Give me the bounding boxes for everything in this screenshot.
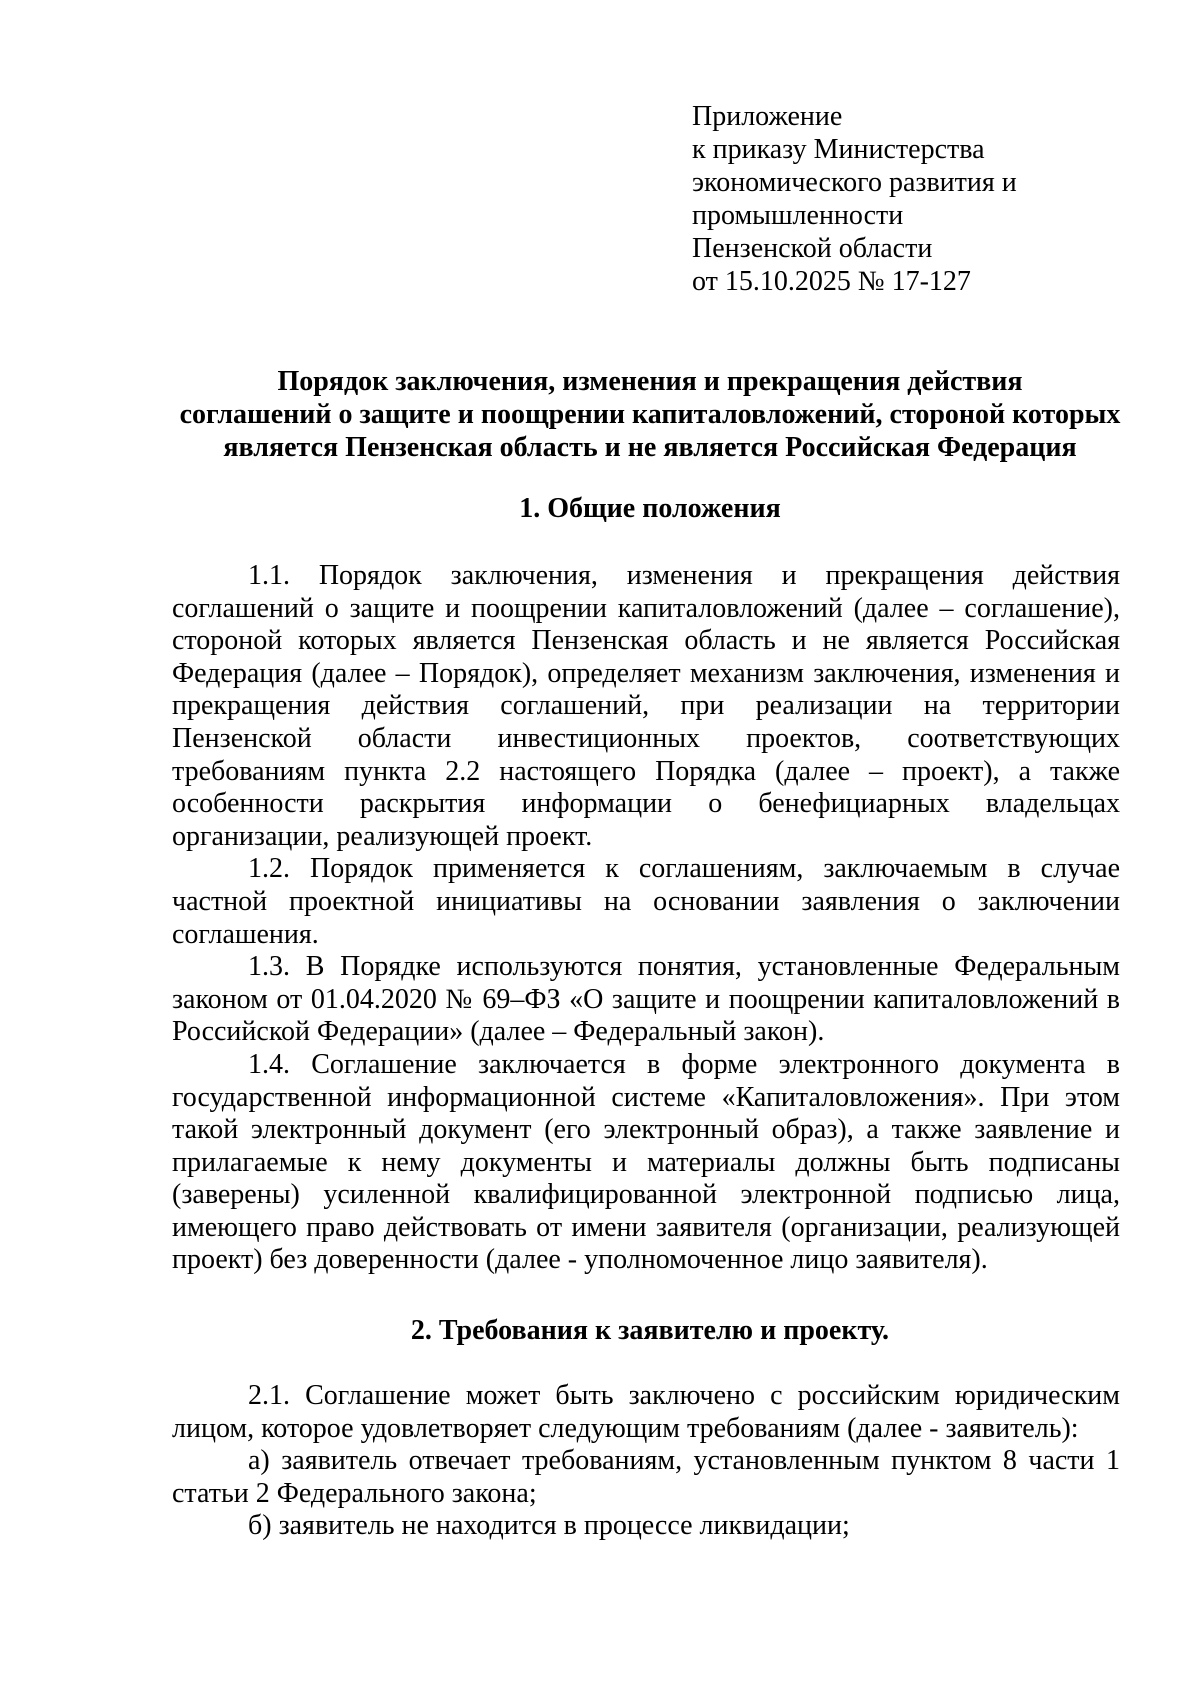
paragraph-2-1-a: а) заявитель отвечает требованиям, установленным пунктом 8 части 1 статьи 2 Федерального закона; bbox=[172, 1445, 1120, 1509]
paragraph-1-3: 1.3. В Порядке используются понятия, установленные Федеральным законом от 01.04.2020 № 69–ФЗ «О защите и поощрении капиталовложений в Российской Федерации» (далее – Федеральный закон). bbox=[172, 951, 1120, 1048]
paragraph-2-1-b: б) заявитель не находится в процессе ликвидации; bbox=[248, 1510, 850, 1542]
appendix-line: Пензенской области bbox=[692, 233, 933, 264]
appendix-line: Приложение bbox=[692, 101, 843, 132]
appendix-header bbox=[692, 100, 1152, 298]
appendix-line: к приказу Министерства bbox=[692, 134, 985, 165]
appendix-order-date-number: от 15.10.2025 № 17-127 bbox=[692, 266, 971, 297]
paragraph-1-4: 1.4. Соглашение заключается в форме электронного документа в государственной информационной системе «Капиталовложения». При этом такой электронный документ (его электронный образ), а также заявление и прилагаемые к нему документы и материалы должны быть подписаны (заверены) усиленной квалифицированной электронной подписью лица, имеющего право действовать от имени заявителя (организации, реализующей проект) без доверенности (далее - уполномоченное лицо заявителя). bbox=[172, 1048, 1120, 1276]
title-line: Порядок заключения, изменения и прекращения действия bbox=[277, 366, 1023, 397]
paragraph-2-1: 2.1. Соглашение может быть заключено с российским юридическим лицом, которое удовлетворяет следующим требованиям (далее - заявитель): bbox=[172, 1380, 1120, 1444]
section-2-heading: 2. Требования к заявителю и проекту. bbox=[410, 1315, 890, 1346]
document-title bbox=[170, 365, 1130, 464]
section-2-body bbox=[172, 1380, 1120, 1543]
paragraph-1-1: 1.1. Порядок заключения, изменения и прекращения действия соглашений о защите и поощрении капиталовложений (далее – соглашение), стороной которых является Пензенская область и не является Российская Федерация (далее – Порядок), определяет механизм заключения, изменения и прекращения действия соглашений, при реализации на территории Пензенской области инвестиционных проектов, соответствующих требованиям пункта 2.2 настоящего Порядка (далее – проект), а также особенности раскрытия информации о бенефициарных владельцах организации, реализующей проект. bbox=[172, 560, 1120, 852]
paragraph-1-2: 1.2. Порядок применяется к соглашениям, заключаемым в случае частной проектной инициативы на основании заявления о заключении соглашения. bbox=[172, 853, 1120, 950]
appendix-line: экономического развития и bbox=[692, 167, 1017, 198]
title-line: является Пензенская область и не является Российская Федерация bbox=[223, 432, 1077, 463]
title-line: соглашений о защите и поощрении капиталовложений, стороной которых bbox=[179, 399, 1121, 430]
appendix-line: промышленности bbox=[692, 200, 904, 231]
section-1-heading: 1. Общие положения bbox=[519, 493, 781, 524]
section-1-body bbox=[172, 560, 1120, 1277]
